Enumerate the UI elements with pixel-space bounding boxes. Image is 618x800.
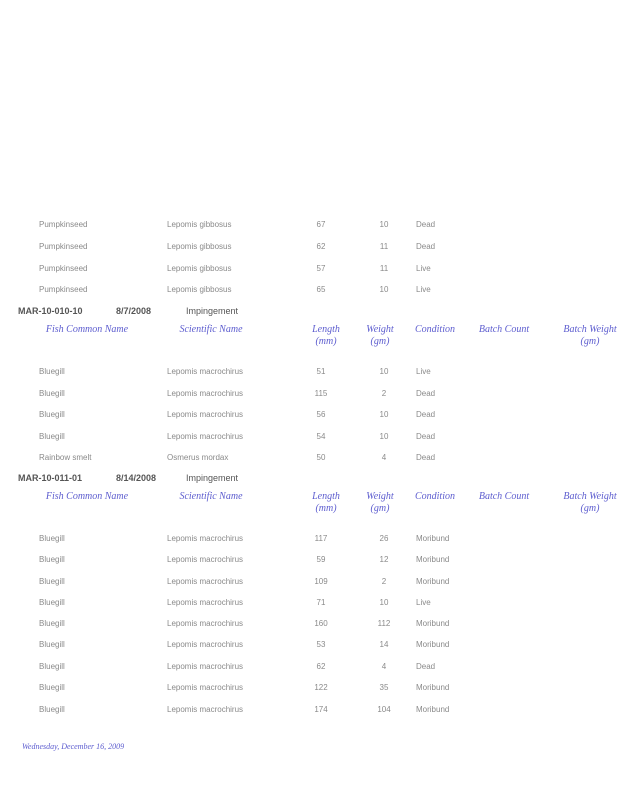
header-batch-count: Batch Count xyxy=(478,491,530,502)
table-row xyxy=(0,681,618,697)
header-batch-weight xyxy=(552,491,618,515)
fish-common-name: Pumpkinseed xyxy=(39,285,88,294)
weight-value: 10 xyxy=(379,598,389,607)
fish-common-name: Bluegill xyxy=(39,705,65,714)
sample-group-header xyxy=(18,472,618,488)
scientific-name: Lepomis macrochirus xyxy=(167,534,244,543)
fish-common-name: Bluegill xyxy=(39,555,65,564)
weight-value: 2 xyxy=(381,389,387,398)
weight-value: 10 xyxy=(379,432,389,441)
length-value: 53 xyxy=(316,640,326,649)
length-value: 56 xyxy=(316,410,326,419)
fish-common-name: Bluegill xyxy=(39,683,65,692)
header-weight-label: Weight xyxy=(366,491,394,502)
header-weight-label: Weight xyxy=(366,324,394,335)
condition-value: Moribund xyxy=(416,683,450,692)
length-value: 62 xyxy=(316,242,326,251)
sample-date: 8/14/2008 xyxy=(116,473,157,483)
header-weight-unit: (gm) xyxy=(370,503,390,514)
table-row xyxy=(0,596,618,612)
table-row xyxy=(0,575,618,591)
fish-common-name: Pumpkinseed xyxy=(39,264,88,273)
header-weight-unit: (gm) xyxy=(370,336,390,347)
scientific-name: Lepomis macrochirus xyxy=(167,662,244,671)
table-row xyxy=(0,430,618,446)
header-scientific-name: Scientific Name xyxy=(179,491,243,502)
weight-value: 4 xyxy=(381,453,387,462)
table-row xyxy=(0,532,618,548)
header-batch-weight-unit: (gm) xyxy=(580,503,600,514)
scientific-name: Lepomis macrochirus xyxy=(167,389,244,398)
scientific-name: Lepomis gibbosus xyxy=(167,264,232,273)
scientific-name: Lepomis gibbosus xyxy=(167,285,232,294)
fish-common-name: Bluegill xyxy=(39,640,65,649)
table-row xyxy=(0,240,618,256)
length-value: 174 xyxy=(314,705,328,714)
fish-common-name: Bluegill xyxy=(39,662,65,671)
table-row xyxy=(0,451,618,467)
scientific-name: Lepomis macrochirus xyxy=(167,410,244,419)
header-batch-weight-unit: (gm) xyxy=(580,336,600,347)
condition-value: Dead xyxy=(416,242,436,251)
fish-common-name: Pumpkinseed xyxy=(39,242,88,251)
header-weight xyxy=(362,324,398,348)
condition-value: Moribund xyxy=(416,640,450,649)
column-headers xyxy=(0,491,618,521)
length-value: 122 xyxy=(314,683,328,692)
header-condition: Condition xyxy=(414,491,455,502)
condition-value: Live xyxy=(416,264,431,273)
condition-value: Moribund xyxy=(416,705,450,714)
column-headers xyxy=(0,324,618,354)
condition-value: Moribund xyxy=(416,577,450,586)
length-value: 65 xyxy=(316,285,326,294)
scientific-name: Lepomis macrochirus xyxy=(167,432,244,441)
fish-common-name: Pumpkinseed xyxy=(39,220,88,229)
length-value: 59 xyxy=(316,555,326,564)
scientific-name: Lepomis macrochirus xyxy=(167,683,244,692)
length-value: 115 xyxy=(314,389,328,398)
length-value: 109 xyxy=(314,577,328,586)
header-batch-count: Batch Count xyxy=(478,324,530,335)
length-value: 67 xyxy=(316,220,326,229)
weight-value: 12 xyxy=(379,555,389,564)
weight-value: 10 xyxy=(379,220,389,229)
length-value: 57 xyxy=(316,264,326,273)
weight-value: 11 xyxy=(379,264,389,273)
header-batch-weight-label: Batch Weight xyxy=(563,324,617,335)
header-fish-common-name: Fish Common Name xyxy=(45,324,129,335)
condition-value: Live xyxy=(416,367,431,376)
header-length xyxy=(306,324,346,348)
length-value: 117 xyxy=(314,534,328,543)
table-row xyxy=(0,660,618,676)
header-length-unit: (mm) xyxy=(315,503,337,514)
header-condition: Condition xyxy=(414,324,455,335)
table-row xyxy=(0,408,618,424)
sample-date: 8/7/2008 xyxy=(116,306,152,316)
scientific-name: Lepomis macrochirus xyxy=(167,367,244,376)
length-value: 50 xyxy=(316,453,326,462)
condition-value: Dead xyxy=(416,389,436,398)
condition-value: Dead xyxy=(416,220,436,229)
length-value: 62 xyxy=(316,662,326,671)
condition-value: Live xyxy=(416,285,431,294)
header-length-unit: (mm) xyxy=(315,336,337,347)
weight-value: 4 xyxy=(381,662,387,671)
table-row xyxy=(0,638,618,654)
table-row xyxy=(0,218,618,234)
condition-value: Dead xyxy=(416,453,436,462)
fish-common-name: Bluegill xyxy=(39,389,65,398)
header-length-label: Length xyxy=(312,324,340,335)
table-row xyxy=(0,617,618,633)
fish-common-name: Bluegill xyxy=(39,619,65,628)
scientific-name: Lepomis macrochirus xyxy=(167,598,244,607)
condition-value: Moribund xyxy=(416,534,450,543)
fish-common-name: Bluegill xyxy=(39,577,65,586)
condition-value: Dead xyxy=(416,662,436,671)
scientific-name: Lepomis macrochirus xyxy=(167,619,244,628)
scientific-name: Lepomis gibbosus xyxy=(167,220,232,229)
scientific-name: Osmerus mordax xyxy=(167,453,229,462)
header-batch-weight-label: Batch Weight xyxy=(563,491,617,502)
sample-group-header xyxy=(18,305,618,321)
sample-id: MAR-10-010-10 xyxy=(18,306,83,316)
fish-common-name: Rainbow smelt xyxy=(39,453,92,462)
fish-common-name: Bluegill xyxy=(39,534,65,543)
weight-value: 11 xyxy=(379,242,389,251)
sample-id: MAR-10-011-01 xyxy=(18,473,83,483)
sample-type: Impingement xyxy=(186,473,239,483)
fish-common-name: Bluegill xyxy=(39,367,65,376)
table-row xyxy=(0,283,618,299)
header-weight xyxy=(362,491,398,515)
scientific-name: Lepomis macrochirus xyxy=(167,705,244,714)
length-value: 54 xyxy=(316,432,326,441)
scientific-name: Lepomis macrochirus xyxy=(167,577,244,586)
condition-value: Moribund xyxy=(416,619,450,628)
header-length-label: Length xyxy=(312,491,340,502)
length-value: 160 xyxy=(314,619,328,628)
length-value: 71 xyxy=(316,598,326,607)
weight-value: 112 xyxy=(377,619,391,628)
table-row xyxy=(0,262,618,278)
sample-type: Impingement xyxy=(186,306,239,316)
fish-common-name: Bluegill xyxy=(39,410,65,419)
header-scientific-name: Scientific Name xyxy=(179,324,243,335)
report-footer-date: Wednesday, December 16, 2009 xyxy=(22,742,125,751)
weight-value: 35 xyxy=(379,683,389,692)
condition-value: Moribund xyxy=(416,555,450,564)
fish-common-name: Bluegill xyxy=(39,432,65,441)
scientific-name: Lepomis macrochirus xyxy=(167,555,244,564)
weight-value: 10 xyxy=(379,410,389,419)
table-row xyxy=(0,387,618,403)
weight-value: 10 xyxy=(379,285,389,294)
table-row xyxy=(0,365,618,381)
weight-value: 2 xyxy=(381,577,387,586)
header-fish-common-name: Fish Common Name xyxy=(45,491,129,502)
weight-value: 10 xyxy=(379,367,389,376)
weight-value: 26 xyxy=(379,534,389,543)
table-row xyxy=(0,553,618,569)
fish-common-name: Bluegill xyxy=(39,598,65,607)
table-row xyxy=(0,703,618,719)
condition-value: Dead xyxy=(416,410,436,419)
header-batch-weight xyxy=(552,324,618,348)
scientific-name: Lepomis gibbosus xyxy=(167,242,232,251)
header-length xyxy=(306,491,346,515)
length-value: 51 xyxy=(316,367,326,376)
condition-value: Dead xyxy=(416,432,436,441)
scientific-name: Lepomis macrochirus xyxy=(167,640,244,649)
weight-value: 104 xyxy=(377,705,391,714)
weight-value: 14 xyxy=(379,640,389,649)
condition-value: Live xyxy=(416,598,431,607)
